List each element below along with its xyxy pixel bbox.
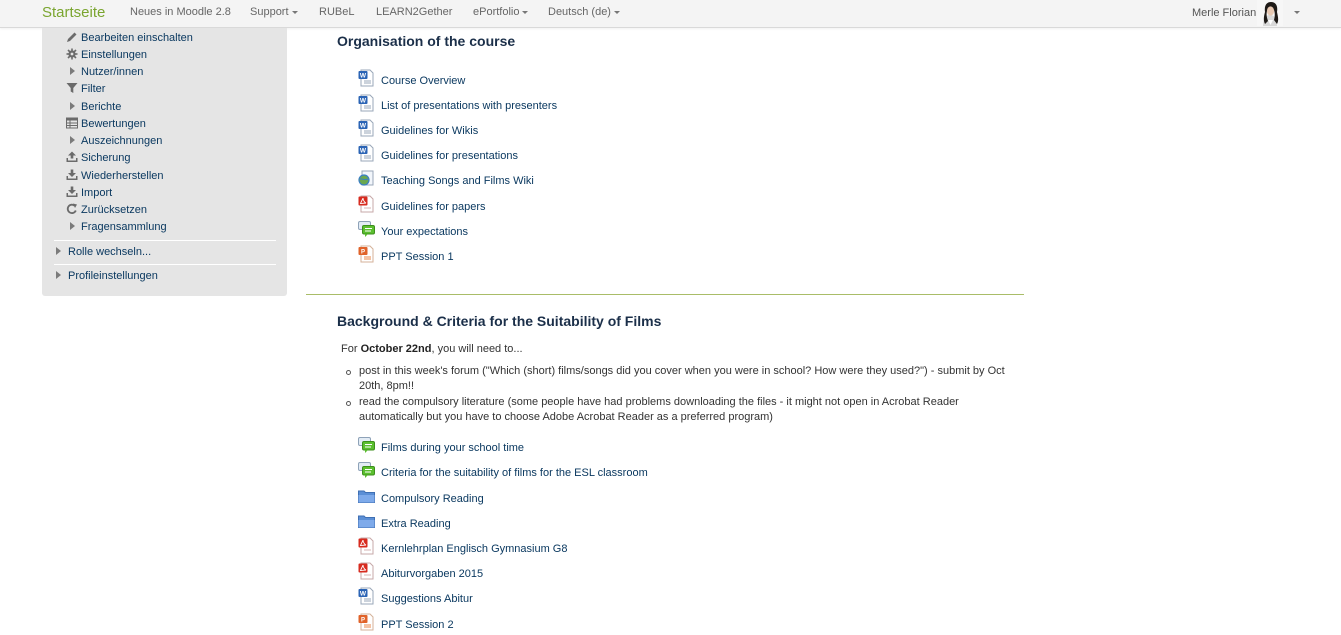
- gear-icon: [66, 48, 78, 60]
- activity-link: PPT Session 2: [381, 619, 454, 631]
- activity-link: Extra Reading: [381, 518, 451, 530]
- administration-block: [42, 28, 287, 296]
- activity-ppt-session-2[interactable]: [358, 613, 758, 633]
- nav-item-language[interactable]: [548, 6, 620, 18]
- chevron-down-icon: [522, 11, 528, 14]
- section-title: Organisation of the course: [337, 33, 516, 49]
- list-item: read the compulsory literature (some people have had problems downloading the files - it might not open in Acrobat Reader automatically but you have to choose Adobe Acrobat Reader as a preferred program): [346, 395, 1014, 425]
- chevron-down-icon: [614, 11, 620, 14]
- nav-item-rubel[interactable]: [319, 6, 354, 18]
- sidebar-item-label: Fragensammlung: [81, 221, 167, 233]
- activity-link: Kernlehrplan Englisch Gymnasium G8: [381, 543, 568, 555]
- sidebar-item-label: Filter: [81, 83, 106, 95]
- sidebar-item-label: Sicherung: [81, 152, 131, 164]
- expand-arrow-icon: [70, 67, 75, 75]
- sidebar-item-label: Berichte: [81, 101, 122, 113]
- activity-link: Abiturvorgaben 2015: [381, 568, 484, 580]
- nav-item-eportfolio[interactable]: [473, 6, 528, 18]
- activity-films-school-time[interactable]: [358, 436, 758, 456]
- pdf-icon: [358, 562, 375, 580]
- brand-home-link[interactable]: Startseite: [42, 4, 106, 21]
- svg-text:P: P: [360, 249, 366, 256]
- svg-text:W: W: [359, 72, 367, 80]
- activity-abiturvorgaben[interactable]: [358, 562, 758, 582]
- nav-item-learn2gether[interactable]: [376, 6, 452, 18]
- divider: [54, 264, 276, 265]
- powerpoint-icon: [358, 613, 375, 631]
- svg-text:W: W: [359, 97, 367, 105]
- sidebar-item-einstellungen[interactable]: [42, 47, 287, 64]
- svg-text:W: W: [359, 590, 367, 598]
- nav-item-label: RUBeL: [319, 6, 355, 18]
- word-document-icon: [358, 69, 375, 87]
- activity-link: Teaching Songs and Films Wiki: [381, 175, 534, 187]
- reset-icon: [66, 203, 78, 215]
- list-item: post in this week's forum ("Which (short) films/songs did you cover when you were in school? How were they used?") - submit by Oct 20th, 8pm!!: [346, 364, 1014, 394]
- summary-bullet-list: [346, 364, 1014, 426]
- nav-item-label: Neues in Moodle 2.8: [130, 6, 231, 18]
- powerpoint-icon: [358, 245, 375, 263]
- activity-guidelines-for-papers[interactable]: [358, 195, 758, 215]
- activity-teaching-songs-wiki[interactable]: [358, 169, 758, 189]
- sidebar-item-nutzer-innen[interactable]: [42, 64, 287, 81]
- activity-criteria-suitability[interactable]: [358, 461, 758, 481]
- profile-settings-link[interactable]: Profileinstellungen: [68, 270, 158, 282]
- sidebar-item-label: Nutzer/innen: [81, 66, 144, 78]
- pdf-icon: [358, 537, 375, 555]
- word-document-icon: [358, 94, 375, 112]
- upload-icon: [66, 151, 78, 163]
- folder-icon: [358, 512, 375, 530]
- svg-text:P: P: [360, 617, 366, 624]
- activity-link: Suggestions Abitur: [381, 593, 473, 605]
- switch-role-link[interactable]: Rolle wechseln...: [68, 246, 152, 258]
- forum-icon: [358, 220, 375, 238]
- nav-item-label: Deutsch (de): [548, 6, 611, 18]
- download-icon: [66, 186, 78, 198]
- pdf-icon: [358, 195, 375, 213]
- grades-table-icon: [66, 117, 78, 129]
- sidebar-item-label: Bewertungen: [81, 118, 146, 130]
- download-icon: [66, 169, 78, 181]
- nav-item-label: ePortfolio: [473, 6, 520, 18]
- nav-item-label: LEARN2Gether: [376, 6, 453, 18]
- sidebar-item-zuruecksetzen[interactable]: [42, 202, 287, 219]
- user-name[interactable]: Merle Florian: [1192, 7, 1257, 19]
- section-title: Background & Criteria for the Suitability of Films: [337, 313, 662, 329]
- forum-icon: [358, 461, 375, 479]
- sidebar-item-wiederherstellen[interactable]: [42, 168, 287, 185]
- sidebar-item-bearbeiten-einschalten[interactable]: [42, 30, 287, 47]
- expand-arrow-icon: [70, 222, 75, 230]
- sidebar-item-label: Auszeichnungen: [81, 135, 163, 147]
- sidebar-item-fragensammlung[interactable]: [42, 219, 287, 236]
- divider: [54, 240, 276, 241]
- sidebar-item-sicherung[interactable]: [42, 150, 287, 167]
- activity-compulsory-reading[interactable]: [358, 487, 758, 507]
- activity-extra-reading[interactable]: [358, 512, 758, 532]
- section-separator: [306, 294, 1024, 295]
- summary-text: , you will need to...: [431, 343, 523, 355]
- activity-link: PPT Session 1: [381, 251, 454, 263]
- wiki-icon: [358, 169, 375, 187]
- expand-arrow-icon: [56, 271, 61, 279]
- svg-text:W: W: [359, 147, 367, 155]
- activity-link: Compulsory Reading: [381, 493, 484, 505]
- sidebar-item-label: Zurücksetzen: [81, 204, 148, 216]
- activity-link: Guidelines for papers: [381, 201, 486, 213]
- nav-item-support[interactable]: [250, 6, 298, 18]
- sidebar-item-bewertungen[interactable]: [42, 116, 287, 133]
- chevron-down-icon: [292, 11, 298, 14]
- avatar[interactable]: [1257, 0, 1283, 26]
- user-menu-chevron-down-icon[interactable]: [1294, 11, 1300, 14]
- activity-link: Your expectations: [381, 226, 469, 238]
- sidebar-item-berichte[interactable]: [42, 99, 287, 116]
- sidebar-item-label: Einstellungen: [81, 49, 148, 61]
- sidebar-item-import[interactable]: [42, 185, 287, 202]
- word-document-icon: [358, 144, 375, 162]
- activity-course-overview[interactable]: [358, 69, 758, 89]
- section-summary: [341, 343, 523, 355]
- sidebar-item-auszeichnungen[interactable]: [42, 133, 287, 150]
- activity-ppt-session-1[interactable]: [358, 245, 758, 265]
- expand-arrow-icon: [56, 247, 61, 255]
- forum-icon: [358, 436, 375, 454]
- summary-date: October 22nd: [360, 343, 432, 355]
- expand-arrow-icon: [70, 102, 75, 110]
- activity-guidelines-for-presentations[interactable]: [358, 144, 758, 164]
- word-document-icon: [358, 587, 375, 605]
- activity-link: List of presentations with presenters: [381, 100, 558, 112]
- nav-item-label: Support: [250, 6, 289, 18]
- activity-suggestions-abitur[interactable]: [358, 587, 758, 607]
- sidebar-item-label: Import: [81, 187, 113, 199]
- activity-link: Guidelines for Wikis: [381, 125, 479, 137]
- activity-your-expectations[interactable]: [358, 220, 758, 240]
- sidebar-item-label: Bearbeiten einschalten: [81, 32, 193, 44]
- filter-icon: [66, 82, 78, 94]
- expand-arrow-icon: [70, 136, 75, 144]
- summary-text: For: [341, 343, 361, 355]
- activity-guidelines-for-wikis[interactable]: [358, 119, 758, 139]
- sidebar-item-filter[interactable]: [42, 81, 287, 98]
- pencil-icon: [66, 31, 78, 43]
- top-navbar: [0, 0, 1341, 28]
- activity-list-of-presentations[interactable]: [358, 94, 758, 114]
- nav-item-neues-in-moodle[interactable]: [130, 6, 231, 18]
- activity-link: Course Overview: [381, 75, 466, 87]
- activity-link: Guidelines for presentations: [381, 150, 518, 162]
- sidebar-item-label: Wiederherstellen: [81, 170, 164, 182]
- activity-kernlehrplan[interactable]: [358, 537, 758, 557]
- activity-link: Films during your school time: [381, 442, 525, 454]
- folder-icon: [358, 487, 375, 505]
- word-document-icon: [358, 119, 375, 137]
- activity-link: Criteria for the suitability of films for the ESL classroom: [381, 467, 648, 479]
- svg-text:W: W: [359, 122, 367, 130]
